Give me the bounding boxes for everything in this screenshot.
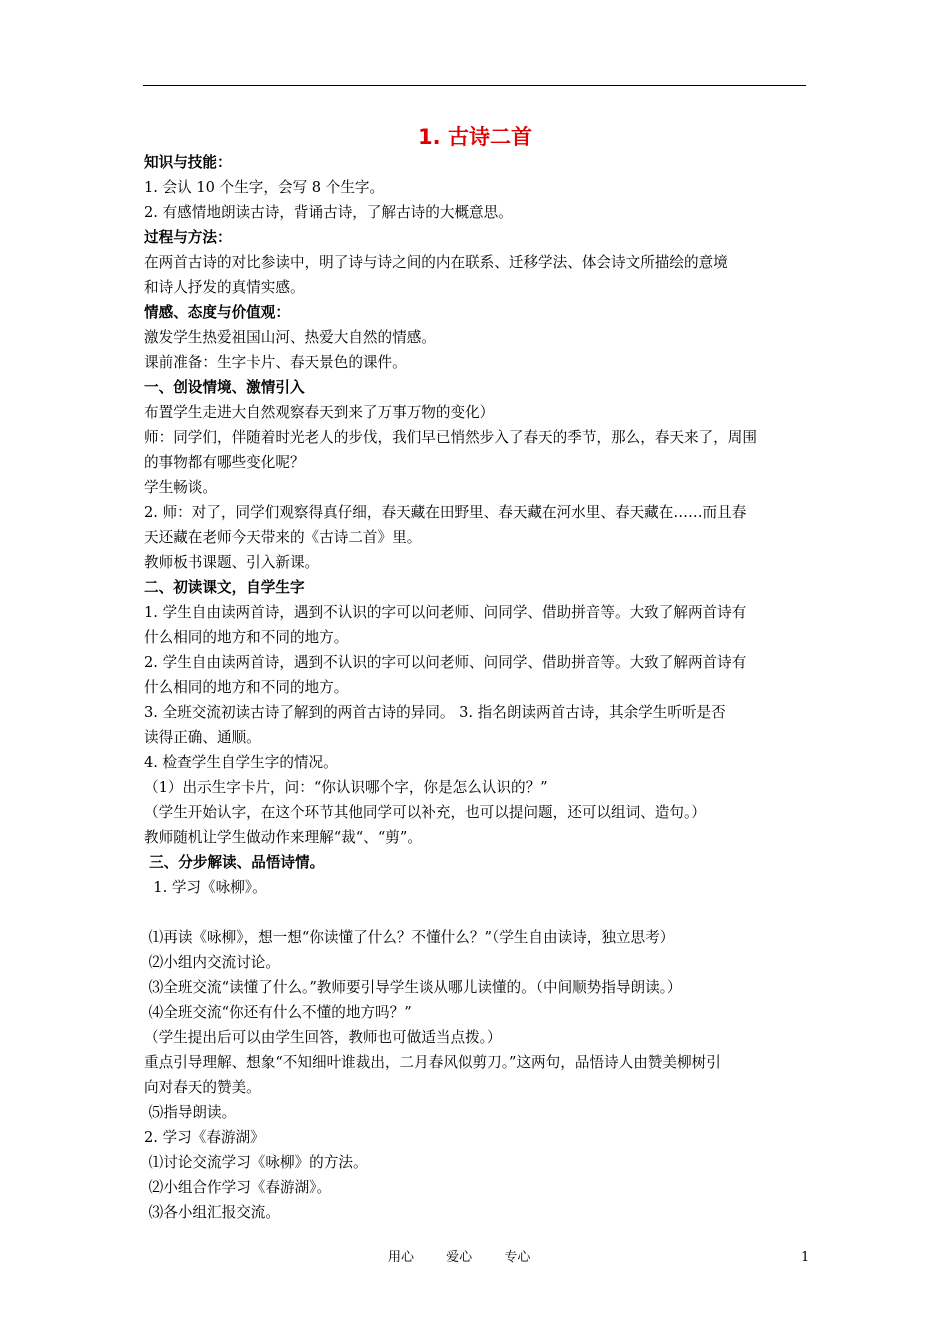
document-title: 1. 古诗二首 — [418, 125, 532, 149]
text-line: 激发学生热爱祖国山河、热爱大自然的情感。 — [144, 329, 436, 346]
text-line: 1. 学生自由读两首诗，遇到不认识的字可以问老师、问同学、借助拼音等。大致了解两首诗有 — [144, 604, 747, 621]
section-heading: 三、分步解读、品悟诗情。 — [144, 854, 325, 871]
text-line: （学生提出后可以由学生回答，教师也可做适当点拨。） — [144, 1029, 502, 1046]
section-heading: 过程与方法： — [144, 229, 232, 246]
text-line: 在两首古诗的对比参读中，明了诗与诗之间的内在联系、迁移学法、体会诗文所描绘的意境 — [144, 254, 728, 271]
section-heading: 一、创设情境、激情引入 — [144, 379, 305, 396]
text-line: 教师随机让学生做动作来理解“裁“、“剪”。 — [144, 829, 422, 846]
text-line: 读得正确、通顺。 — [144, 729, 261, 746]
text-line: ⑸指导朗读。 — [144, 1104, 237, 1121]
text-line: 2. 学习《春游湖》 — [144, 1129, 265, 1146]
text-line: ⑴讨论交流学习《咏柳》的方法。 — [144, 1154, 368, 1171]
section-heading: 情感、态度与价值观： — [144, 304, 290, 321]
text-line: 课前准备：生字卡片、春天景色的课件。 — [144, 354, 407, 371]
text-line: 3. 全班交流初读古诗了解到的两首古诗的异同。 3. 指名朗读两首古诗，其余学生听听是否 — [144, 704, 726, 721]
footer-mottos — [388, 1248, 558, 1268]
text-line: ⑴再读《咏柳》，想一想“你读懂了什么？不懂什么？”（学生自由读诗，独立思考） — [144, 929, 675, 946]
text-line: 什么相同的地方和不同的地方。 — [144, 679, 349, 696]
text-line: 布置学生走进大自然观察春天到来了万事万物的变化） — [144, 404, 495, 421]
header-rule — [143, 85, 806, 86]
text-line: ⑵小组合作学习《春游湖》。 — [144, 1179, 332, 1196]
text-line: 师：同学们，伴随着时光老人的步伐，我们早已悄然步入了春天的季节，那么，春天来了，周围 — [144, 429, 757, 446]
text-line: ⑶各小组汇报交流。 — [144, 1204, 280, 1221]
text-line: 1. 会认 10 个生字，会写 8 个生字。 — [144, 179, 385, 196]
text-line: 重点引导理解、想象“不知细叶谁裁出，二月春风似剪刀。”这两句，品悟诗人由赞美柳树引 — [144, 1054, 721, 1071]
footer-motto-2: 爱心 — [446, 1250, 473, 1265]
text-line: 和诗人抒发的真情实感。 — [144, 279, 305, 296]
text-line: 2. 师：对了，同学们观察得真仔细，春天藏在田野里、春天藏在河水里、春天藏在……而且春 — [144, 504, 747, 521]
text-line: 1. 学习《咏柳》。 — [144, 879, 267, 896]
text-line: 2. 有感情地朗读古诗，背诵古诗，了解古诗的大概意思。 — [144, 204, 513, 221]
text-line: （1）出示生字卡片，问：“你认识哪个字，你是怎么认识的？” — [144, 779, 548, 796]
text-line: 教师板书课题、引入新课。 — [144, 554, 320, 571]
text-line: ⑶全班交流“读懂了什么。”教师要引导学生谈从哪儿读懂的。（中间顺势指导朗读。） — [144, 979, 682, 996]
text-line: ⑷全班交流“你还有什么不懂的地方吗？” — [144, 1004, 412, 1021]
text-line: 什么相同的地方和不同的地方。 — [144, 629, 349, 646]
text-line: 的事物都有哪些变化呢？ — [144, 454, 305, 471]
footer-motto-3: 专心 — [504, 1250, 531, 1265]
section-heading: 二、初读课文，自学生字 — [144, 579, 305, 596]
text-line: 天还藏在老师今天带来的《古诗二首》里。 — [144, 529, 422, 546]
footer-motto-1: 用心 — [388, 1250, 415, 1265]
page-number: 1 — [801, 1250, 810, 1265]
text-line: 向对春天的赞美。 — [144, 1079, 261, 1096]
text-line: 2. 学生自由读两首诗，遇到不认识的字可以问老师、问同学、借助拼音等。大致了解两首诗有 — [144, 654, 747, 671]
text-line: ⑵小组内交流讨论。 — [144, 954, 280, 971]
text-line: （学生开始认字，在这个环节其他同学可以补充，也可以提问题，还可以组词、造句。） — [144, 804, 706, 821]
document-body — [144, 150, 812, 1225]
text-line: 4. 检查学生自学生字的情况。 — [144, 754, 338, 771]
section-heading: 知识与技能： — [144, 154, 232, 171]
text-line: 学生畅谈。 — [144, 479, 217, 496]
text-line — [144, 900, 812, 925]
